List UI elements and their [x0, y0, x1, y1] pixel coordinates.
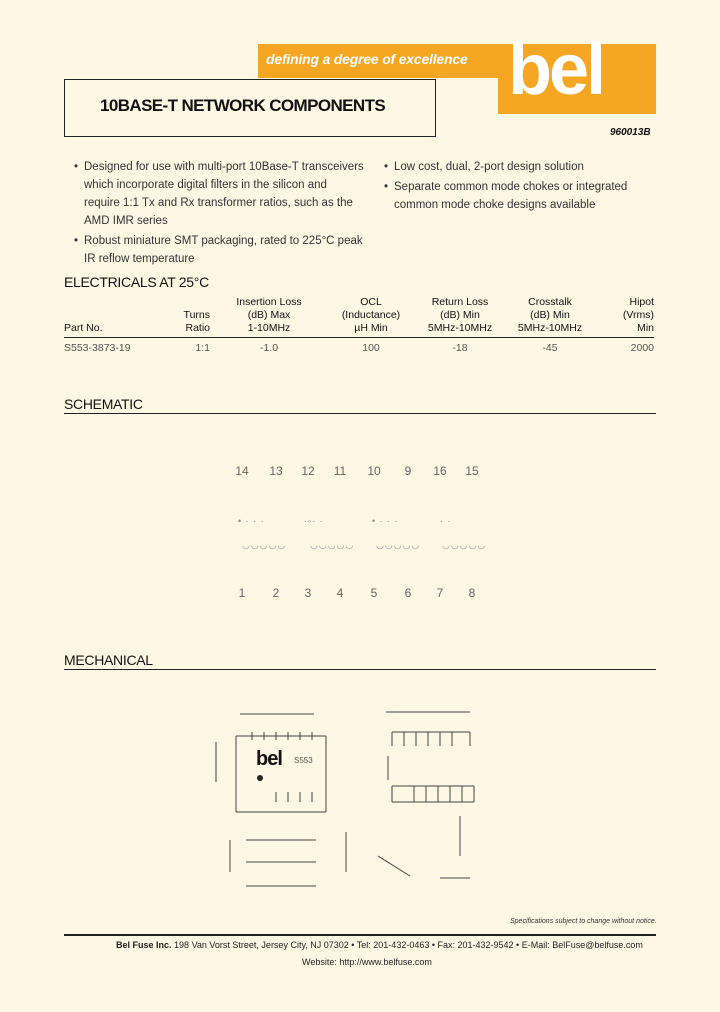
- cell-hipot: 2000: [630, 342, 654, 354]
- winding-mark: • · · ·: [238, 516, 265, 526]
- col-header: µH Min: [328, 322, 414, 338]
- cell-return-loss: -18: [452, 342, 468, 354]
- pin-label: 13: [269, 464, 283, 478]
- cell-turns-ratio: 1:1: [195, 342, 210, 354]
- bel-logo: bel: [508, 30, 604, 110]
- pin-label: 11: [333, 464, 347, 478]
- pin-label: 16: [433, 464, 447, 478]
- footnote: Specifications subject to change without notice.: [510, 918, 657, 925]
- pin-label: 4: [336, 586, 344, 600]
- col-header: (Inductance): [341, 309, 401, 321]
- col-header: Part No.: [64, 322, 156, 338]
- col-header: (dB) Min: [530, 309, 570, 321]
- feature-item: • Low cost, dual, 2-port design solution: [394, 158, 660, 176]
- col-header: Return Loss: [431, 296, 489, 308]
- pin-label: 2: [272, 586, 280, 600]
- cell-crosstalk: -45: [542, 342, 558, 354]
- electricals-heading: ELECTRICALS AT 25°C: [64, 274, 209, 290]
- pin-label: 8: [468, 586, 476, 600]
- coil-mark: ◡◡◡◡◡: [442, 540, 487, 550]
- pin-label: 1: [238, 586, 246, 600]
- coil-mark: ◡◡◡◡◡: [242, 540, 287, 550]
- feature-item: • Designed for use with multi-port 10Base-T transceivers which incorporate digital filters in the silicon and require 1:1 Tx and Rx transformer ratios, such as the AMD IMR series: [84, 158, 364, 230]
- col-header: OCL: [360, 296, 382, 308]
- col-header: 5MHz-10MHz: [506, 322, 594, 338]
- page-title: 10BASE-T NETWORK COMPONENTS: [100, 96, 386, 115]
- features-left: [74, 158, 364, 270]
- cell-part-no: S553-3873-19: [64, 342, 131, 354]
- schematic-diagram: [232, 464, 488, 614]
- website-link[interactable]: Website: http://www.belfuse.com: [302, 957, 432, 967]
- pin-label: 15: [465, 464, 479, 478]
- pin-label: 14: [235, 464, 249, 478]
- part-logo: bel: [256, 748, 282, 770]
- pin-label: 6: [404, 586, 412, 600]
- coil-mark: ◡◡◡◡◡: [310, 540, 355, 550]
- winding-mark: · ·: [440, 516, 452, 526]
- divider: [64, 669, 656, 670]
- tagline: defining a degree of excellence: [266, 51, 468, 67]
- mechanical-side-view: [370, 706, 500, 896]
- pin-label: 3: [304, 586, 312, 600]
- pin-label: 10: [367, 464, 381, 478]
- col-header: [156, 296, 210, 309]
- schematic-heading: SCHEMATIC: [64, 396, 143, 412]
- cell-insertion-loss: -1.0: [259, 342, 279, 354]
- col-header: (dB) Max: [247, 309, 291, 321]
- col-header: Hipot: [629, 296, 654, 308]
- col-header: (Vrms): [622, 309, 654, 321]
- table-header-row: [64, 309, 654, 322]
- pin-label: 12: [301, 464, 315, 478]
- document-number: 960013B: [610, 127, 651, 138]
- mechanical-heading: MECHANICAL: [64, 652, 153, 668]
- pin-label: 9: [404, 464, 412, 478]
- footer-contact: [116, 940, 643, 950]
- col-header: Crosstalk: [528, 296, 572, 308]
- col-header: 1-10MHz: [210, 322, 328, 338]
- col-header: 5MHz-10MHz: [414, 322, 506, 338]
- divider: [64, 413, 656, 414]
- features-right: [384, 158, 660, 216]
- col-header: Ratio: [156, 322, 210, 338]
- table-row: [64, 338, 654, 355]
- table-header-row: [64, 322, 654, 338]
- top-view-drawing: [206, 702, 356, 902]
- mechanical-top-view: [206, 702, 356, 902]
- winding-mark: • · · ·: [372, 516, 399, 526]
- footer-rule: [64, 934, 656, 936]
- col-header: [64, 296, 156, 309]
- part-code: S553: [294, 756, 313, 765]
- feature-item: • Separate common mode chokes or integrated common mode choke designs available: [394, 178, 660, 214]
- pin-label: 5: [370, 586, 378, 600]
- cell-ocl: 100: [362, 342, 380, 354]
- col-header: (dB) Min: [440, 309, 480, 321]
- electricals-table: [64, 296, 654, 354]
- winding-mark: ·◦· ·: [304, 516, 324, 526]
- feature-item: • Robust miniature SMT packaging, rated to 225°C peak IR reflow temperature: [84, 232, 364, 268]
- side-view-drawing: [370, 706, 500, 896]
- col-header: Insertion Loss: [236, 296, 302, 308]
- col-header: Min: [594, 322, 654, 338]
- company-name: Bel Fuse Inc.: [116, 940, 172, 950]
- col-header: Turns: [183, 309, 210, 321]
- coil-mark: ◡◡◡◡◡: [376, 540, 421, 550]
- table-header-row: [64, 296, 654, 309]
- pin-label: 7: [436, 586, 444, 600]
- company-address: 198 Van Vorst Street, Jersey City, NJ 07302 • Tel: 201-432-0463 • Fax: 201-432-9542 • E-Mail: BelFuse@belfuse.com: [174, 940, 643, 950]
